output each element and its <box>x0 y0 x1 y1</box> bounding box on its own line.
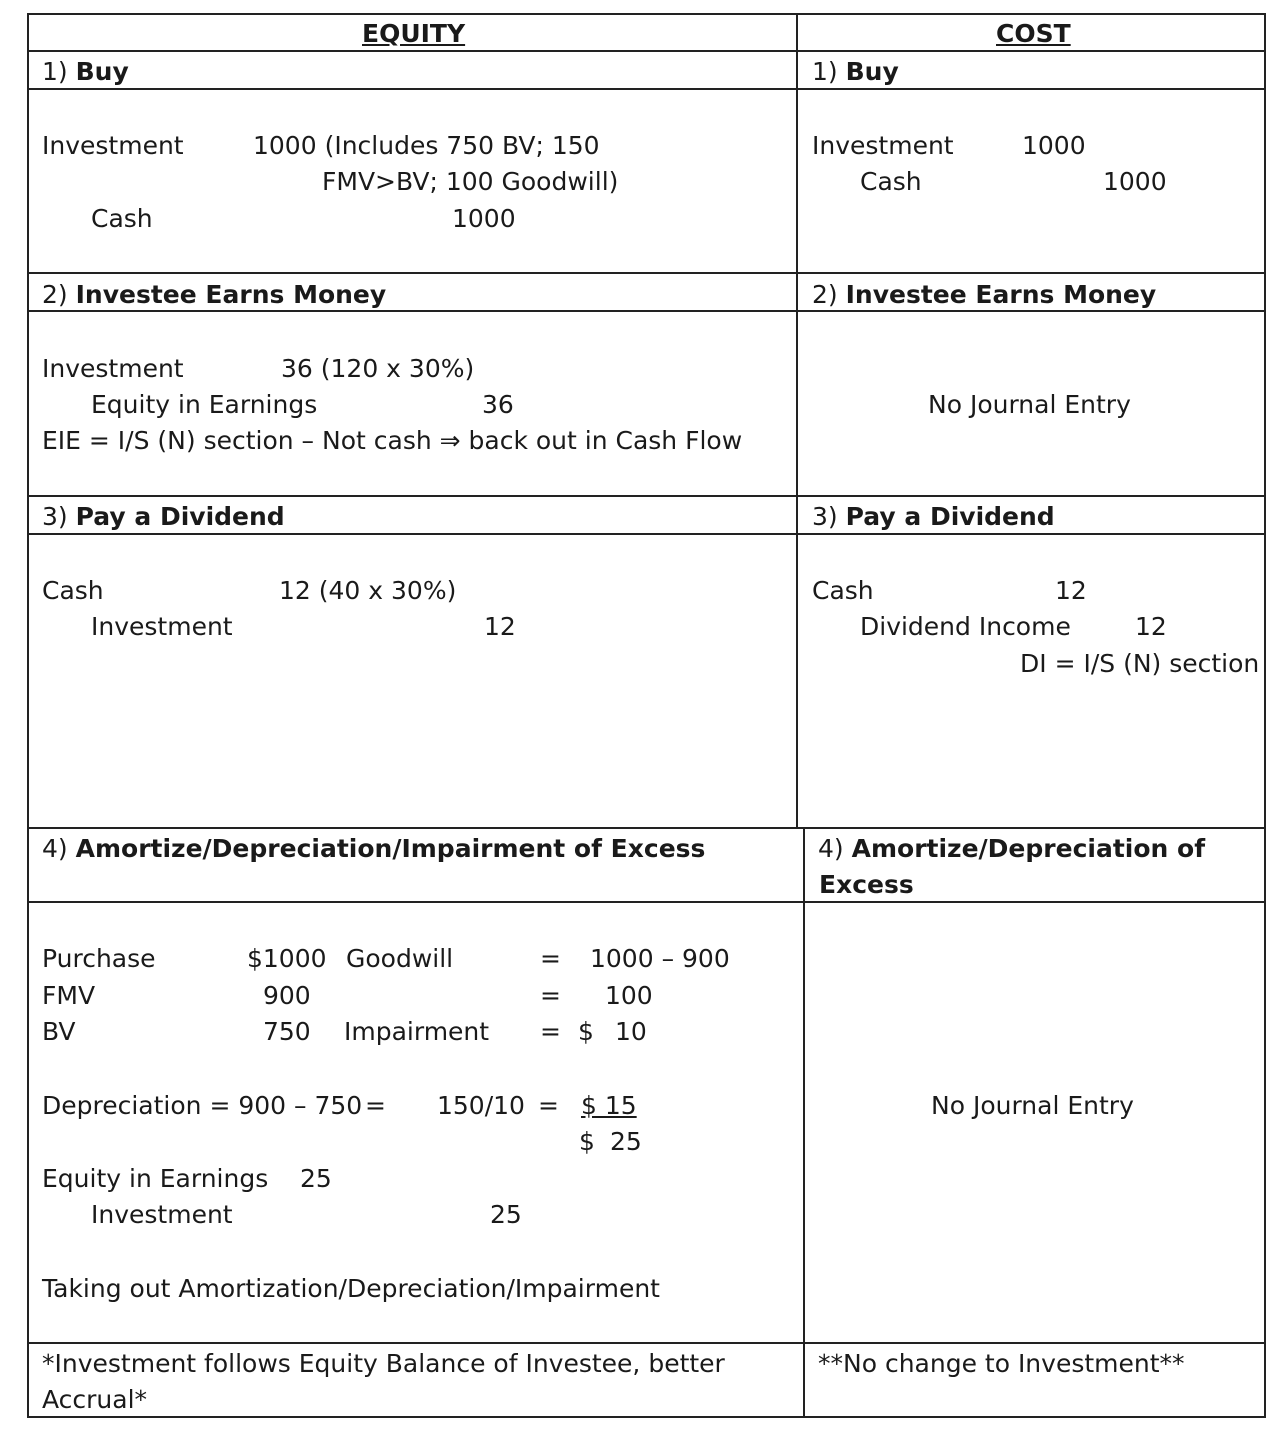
amount-credit: 12 <box>484 612 516 641</box>
amount-debit: 1000 (Includes 750 BV; 150 <box>253 131 600 160</box>
account-debit: Cash <box>812 576 874 605</box>
section-number: 3) <box>812 502 838 531</box>
amount-credit: 25 <box>490 1200 522 1229</box>
equity-s3-heading <box>42 504 285 529</box>
amount-credit: 36 <box>482 390 514 419</box>
section-number: 3) <box>42 502 68 531</box>
section-number: 1) <box>42 57 68 86</box>
calc-value: 900 <box>263 981 311 1010</box>
amount-debit: 25 <box>300 1164 332 1193</box>
amount-debit: 36 (120 x 30%) <box>281 354 475 383</box>
account-credit: Cash <box>860 167 922 196</box>
row-divider <box>27 1342 1266 1344</box>
table-border-right <box>1264 13 1266 1418</box>
account-debit: Cash <box>42 576 104 605</box>
row-divider <box>27 88 1266 90</box>
row-divider <box>27 272 1266 274</box>
column-divider-lower <box>803 827 805 1418</box>
amount-debit: 1000 <box>1022 131 1086 160</box>
section-number: 2) <box>42 280 68 309</box>
equity-s1-heading <box>42 59 129 84</box>
equals-sign: = <box>365 1091 386 1120</box>
calc-label: BV <box>42 1017 76 1046</box>
amount-note: FMV>BV; 100 Goodwill) <box>322 167 619 196</box>
calc-label: Depreciation = 900 – 750 <box>42 1091 363 1120</box>
calc-value: $1000 <box>247 944 327 973</box>
account-credit: Investment <box>91 1200 233 1229</box>
note-text: DI = I/S (N) section <box>1020 649 1260 678</box>
equity-footer-note: *Investment follows Equity Balance of Investee, better <box>42 1349 725 1378</box>
section-number: 4) <box>42 834 68 863</box>
amount-credit: 1000 <box>452 204 516 233</box>
calc-result: 10 <box>615 1017 647 1046</box>
equals-sign: = <box>538 1091 559 1120</box>
no-entry-text: No Journal Entry <box>928 390 1131 419</box>
note-text: Taking out Amortization/Depreciation/Impairment <box>42 1274 660 1303</box>
calc-result: $ 15 <box>581 1091 637 1120</box>
section-title-continued: Excess <box>819 870 914 899</box>
cost-header: COST <box>996 19 1071 48</box>
account-debit: Investment <box>42 354 184 383</box>
calc-label: FMV <box>42 981 96 1010</box>
cost-s4-heading <box>818 836 1205 861</box>
row-divider <box>27 827 1266 829</box>
calc-label: Purchase <box>42 944 156 973</box>
section-title: Amortize/Depreciation of <box>851 834 1206 863</box>
row-divider <box>27 495 1266 497</box>
calc-value: 750 <box>263 1017 311 1046</box>
account-credit: Investment <box>91 612 233 641</box>
section-title: Buy <box>75 57 129 86</box>
table-border-left <box>27 13 29 1418</box>
currency-symbol: $ <box>579 1127 595 1156</box>
section-title: Amortize/Depreciation/Impairment of Excess <box>75 834 706 863</box>
equity-s4-heading <box>42 836 705 861</box>
amount-credit: 12 <box>1135 612 1167 641</box>
note-text: EIE = I/S (N) section – Not cash ⇒ back out in Cash Flow <box>42 426 743 455</box>
account-credit: Cash <box>91 204 153 233</box>
no-entry-text: No Journal Entry <box>931 1091 1134 1120</box>
calc-label: Impairment <box>344 1017 490 1046</box>
equals-sign: = <box>540 1017 561 1046</box>
calc-result: 100 <box>605 981 653 1010</box>
calc-total: 25 <box>610 1127 642 1156</box>
section-title: Investee Earns Money <box>75 280 387 309</box>
cost-footer-note: **No change to Investment** <box>818 1349 1185 1378</box>
calc-label: Goodwill <box>346 944 454 973</box>
amount-debit: 12 <box>1055 576 1087 605</box>
cost-s1-heading <box>812 59 899 84</box>
amount-debit: 12 (40 x 30%) <box>279 576 457 605</box>
section-number: 2) <box>812 280 838 309</box>
calc-result: 1000 – 900 <box>590 944 730 973</box>
section-number: 1) <box>812 57 838 86</box>
amount-credit: 1000 <box>1103 167 1167 196</box>
account-credit: Dividend Income <box>860 612 1071 641</box>
row-divider <box>27 50 1266 52</box>
section-title: Pay a Dividend <box>845 502 1055 531</box>
equity-header: EQUITY <box>362 19 466 48</box>
cost-s3-heading <box>812 504 1055 529</box>
table-border-top <box>27 13 1266 15</box>
section-title: Investee Earns Money <box>845 280 1157 309</box>
row-divider <box>27 310 1266 312</box>
table-border-bottom <box>27 1416 1266 1418</box>
equity-s2-heading <box>42 282 386 307</box>
account-debit: Investment <box>812 131 954 160</box>
equals-sign: = <box>540 981 561 1010</box>
equity-footer-note-cont: Accrual* <box>42 1385 148 1414</box>
section-title: Buy <box>845 57 899 86</box>
cost-s2-heading <box>812 282 1156 307</box>
currency-symbol: $ <box>578 1017 594 1046</box>
section-number: 4) <box>818 834 844 863</box>
equals-sign: = <box>540 944 561 973</box>
section-title: Pay a Dividend <box>75 502 285 531</box>
calc-value: 150/10 <box>437 1091 525 1120</box>
account-debit: Investment <box>42 131 184 160</box>
account-credit: Equity in Earnings <box>91 390 318 419</box>
row-divider <box>27 901 1266 903</box>
account-debit: Equity in Earnings <box>42 1164 269 1193</box>
row-divider <box>27 533 1266 535</box>
column-divider-upper <box>796 13 798 829</box>
